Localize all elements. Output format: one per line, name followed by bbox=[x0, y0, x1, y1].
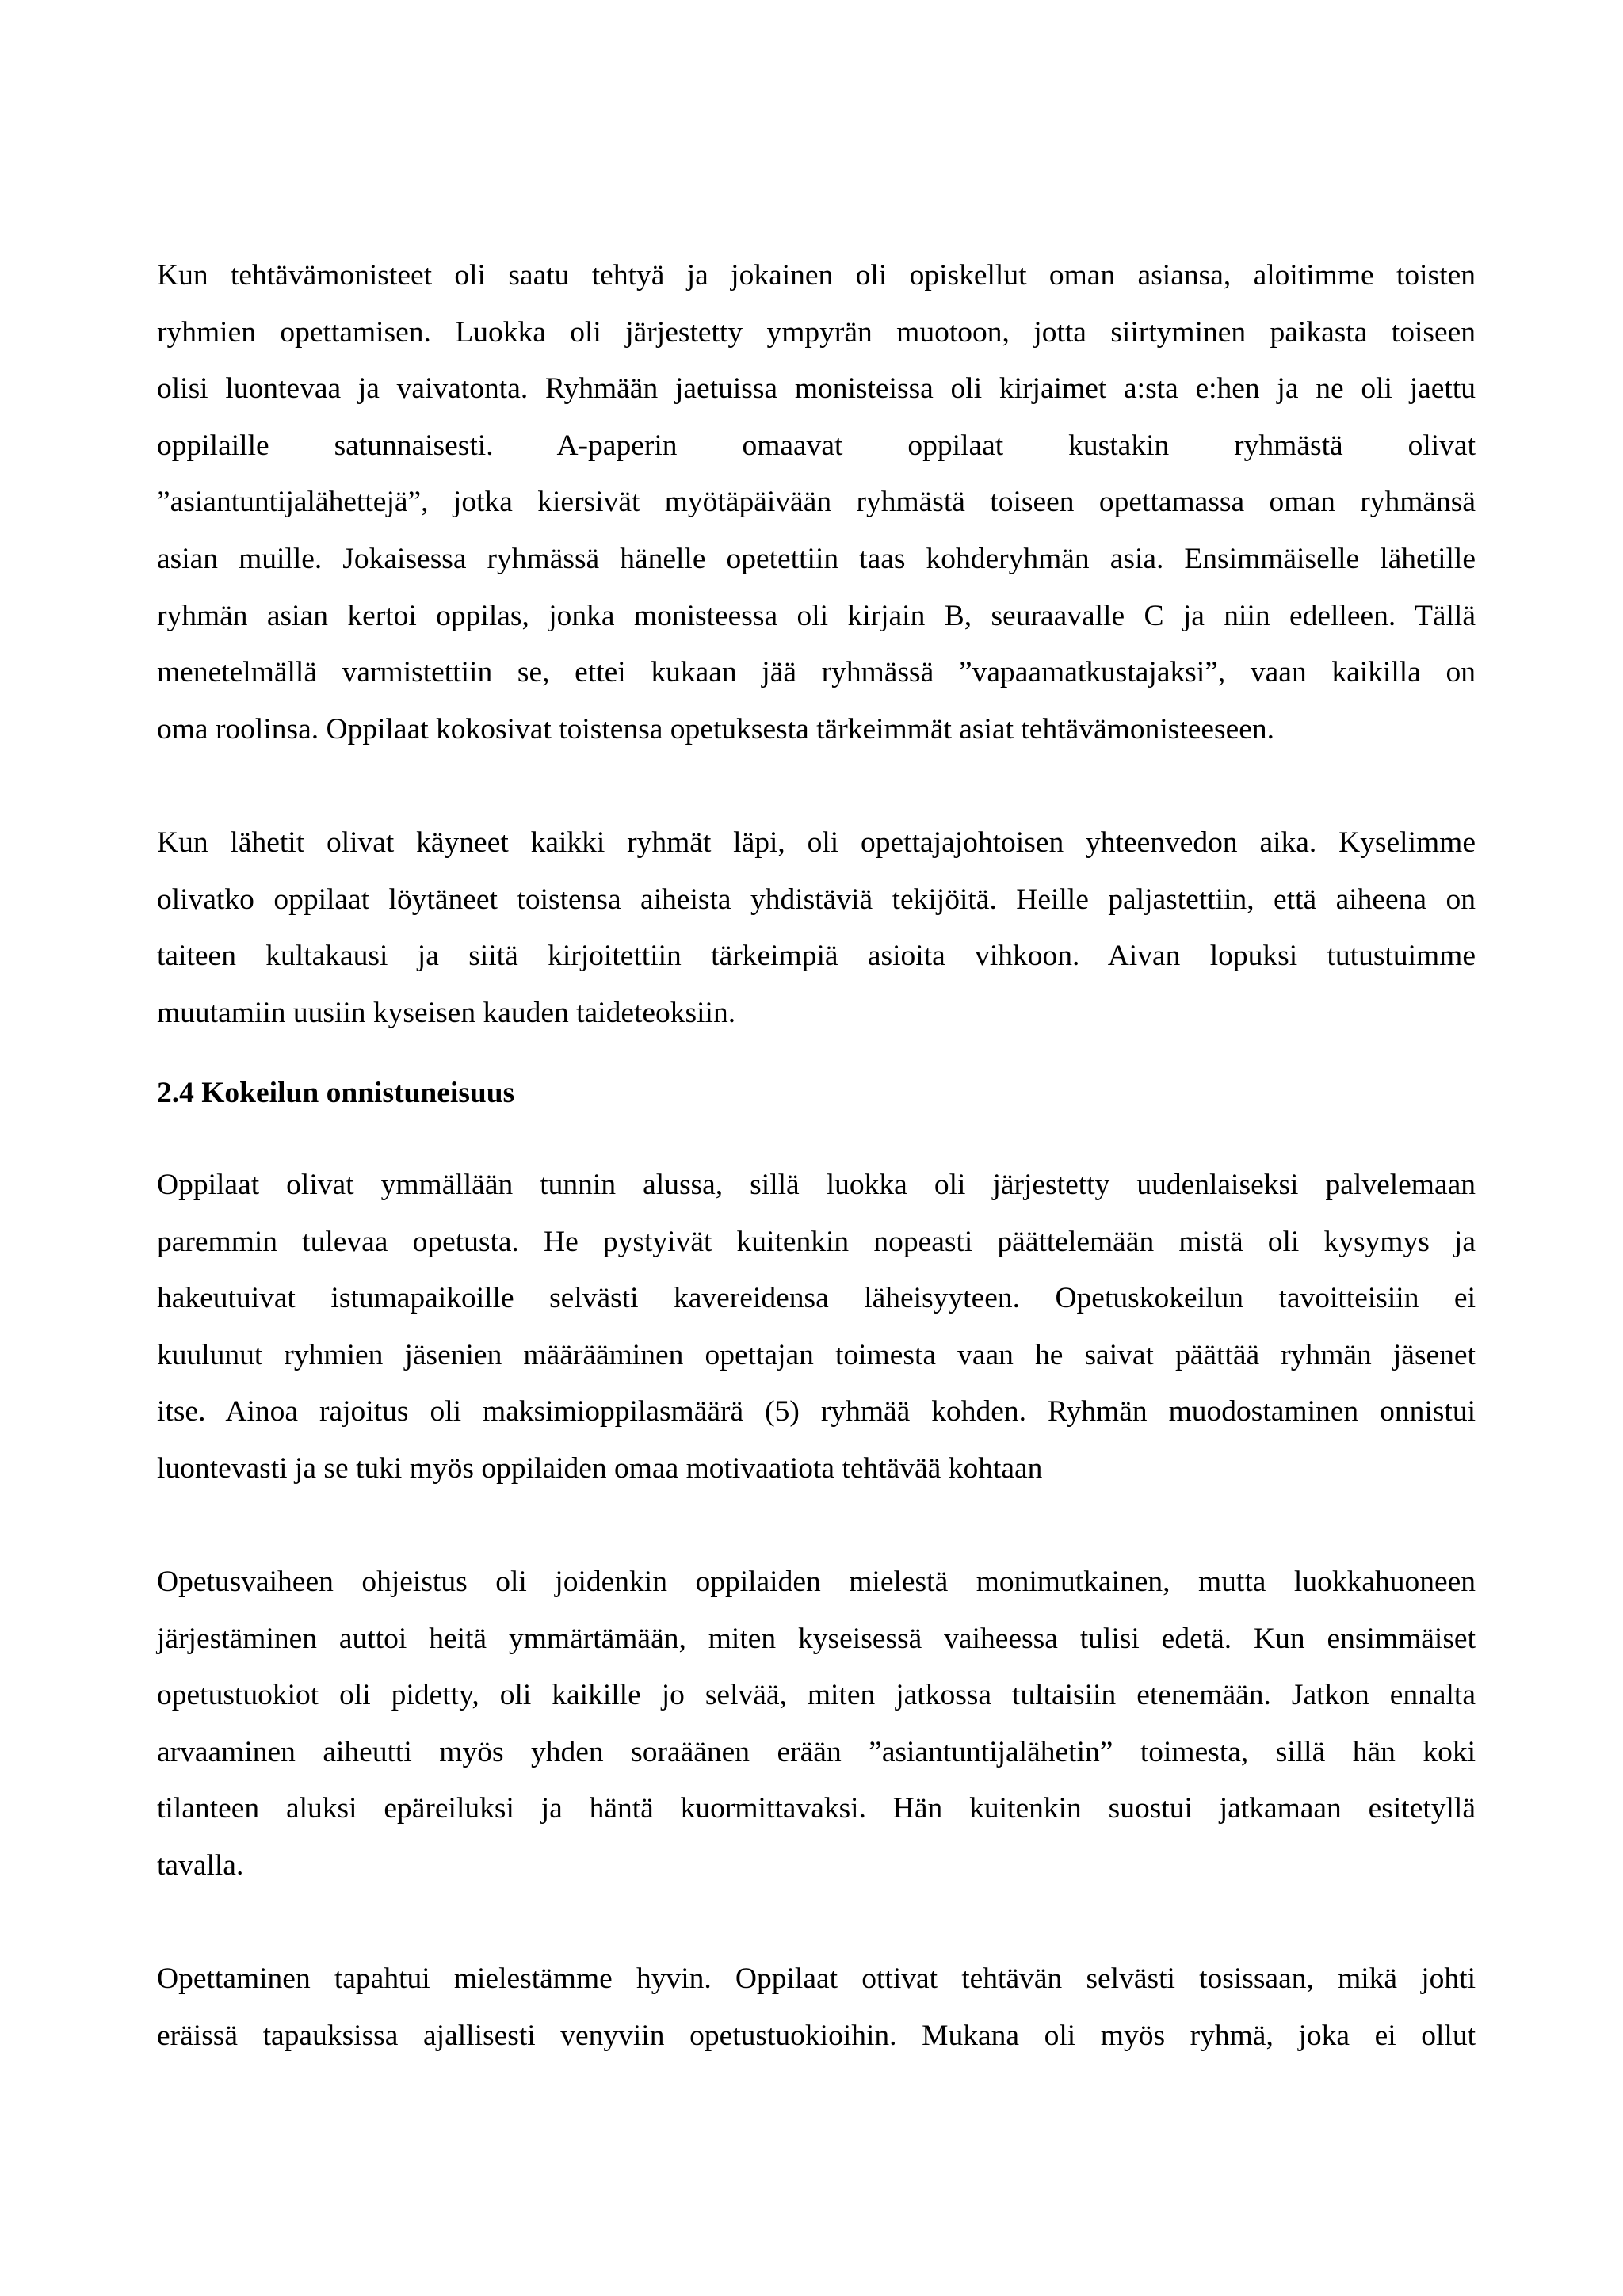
text-line: tavalla. bbox=[157, 1849, 244, 1882]
paragraph-spacer bbox=[157, 1122, 1476, 1157]
text-line: asian muille. Jokaisessa ryhmässä hänelle opetettiin taas kohderyhmän asia. Ensimmäiselle lähetille bbox=[157, 542, 1476, 575]
text-line: menetelmällä varmistettiin se, ettei kukaan jää ryhmässä ”vapaamatkustajaksi”, vaan kaikilla on bbox=[157, 656, 1476, 689]
text-line: ”asiantuntijalähettejä”, jotka kiersivät myötäpäivään ryhmästä toiseen opettamassa oman ryhmänsä bbox=[157, 486, 1476, 519]
text-line: eräissä tapauksissa ajallisesti venyviin opetustuokioihin. Mukana oli myös ryhmä, joka ei ollut bbox=[157, 2019, 1476, 2052]
text-line: ryhmien opettamisen. Luokka oli järjestetty ympyrän muotoon, jotta siirtyminen paikasta toiseen bbox=[157, 315, 1476, 349]
text-line: arvaaminen aiheutti myös yhden soraäänen erään ”asiantuntijalähetin” toimesta, sillä hän koki bbox=[157, 1735, 1476, 1768]
paragraph-spacer bbox=[157, 757, 1476, 814]
paragraph-yhteenveto bbox=[157, 814, 1476, 1041]
paragraph-spacer bbox=[157, 1497, 1476, 1554]
text-line: hakeutuivat istumapaikoille selvästi kavereidensa läheisyyteen. Opetuskokeilun tavoitteisiin ei bbox=[157, 1282, 1476, 1315]
text-line: itse. Ainoa rajoitus oli maksimioppilasmäärä (5) ryhmää kohden. Ryhmän muodostaminen onnistui bbox=[157, 1395, 1476, 1428]
paragraph-ryhmien-muodostus bbox=[157, 1157, 1476, 1497]
text-line: kuulunut ryhmien jäsenien määrääminen opettajan toimesta vaan he saivat päättää ryhmän jäsenet bbox=[157, 1338, 1476, 1371]
text-line: olisi luontevaa ja vaivatonta. Ryhmään jaetuissa monisteissa oli kirjaimet a:sta e:hen ja ne oli jaettu bbox=[157, 372, 1476, 406]
document-page bbox=[157, 247, 1476, 2064]
text-line: ryhmän asian kertoi oppilas, jonka monisteessa oli kirjain B, seuraavalle C ja niin edelleen. Tällä bbox=[157, 599, 1476, 632]
text-line: Opetusvaiheen ohjeistus oli joidenkin oppilaiden mielestä monimutkainen, mutta luokkahuoneen bbox=[157, 1566, 1476, 1599]
text-line: luontevasti ja se tuki myös oppilaiden omaa motivaatiota tehtävää kohtaan bbox=[157, 1451, 1043, 1485]
paragraph-lahetit-kierto bbox=[157, 247, 1476, 757]
paragraph-opettaminen bbox=[157, 1951, 1476, 2064]
text-line: taiteen kultakausi ja siitä kirjoitettiin tärkeimpiä asioita vihkoon. Aivan lopuksi tutustuimme bbox=[157, 940, 1476, 973]
text-line: tilanteen aluksi epäreiluksi ja häntä kuormittavaksi. Hän kuitenkin suostui jatkamaan esitetyllä bbox=[157, 1792, 1476, 1825]
text-line: Kun tehtävämonisteet oli saatu tehtyä ja jokainen oli opiskellut oman asiansa, aloitimme toisten bbox=[157, 259, 1476, 292]
text-line: paremmin tulevaa opetusta. He pystyivät kuitenkin nopeasti päättelemään mistä oli kysymys ja bbox=[157, 1225, 1476, 1258]
paragraph-spacer bbox=[157, 1041, 1476, 1065]
text-line: Oppilaat olivat ymmällään tunnin alussa, sillä luokka oli järjestetty uudenlaiseksi palvelemaan bbox=[157, 1168, 1476, 1201]
text-line: olivatko oppilaat löytäneet toistensa aiheista yhdistäviä tekijöitä. Heille paljastettiin, että aiheena on bbox=[157, 883, 1476, 916]
text-line: muutamiin uusiin kyseisen kauden taideteoksiin. bbox=[157, 996, 736, 1029]
text-line: opetustuokiot oli pidetty, oli kaikille jo selvää, miten jatkossa tultaisiin etenemään. Jatkon ennalta bbox=[157, 1679, 1476, 1712]
paragraph-ohjeistus bbox=[157, 1554, 1476, 1894]
paragraph-spacer bbox=[157, 1894, 1476, 1951]
text-line: oma roolinsa. Oppilaat kokosivat toistensa opetuksesta tärkeimmät asiat tehtävämonisteeseen. bbox=[157, 712, 1275, 746]
text-line: oppilaille satunnaisesti. A-paperin omaavat oppilaat kustakin ryhmästä olivat bbox=[157, 429, 1476, 462]
text-line: järjestäminen auttoi heitä ymmärtämään, miten kyseisessä vaiheessa tulisi edetä. Kun ensimmäiset bbox=[157, 1622, 1476, 1655]
section-heading: 2.4 Kokeilun onnistuneisuus bbox=[157, 1077, 515, 1110]
text-line: Opettaminen tapahtui mielestämme hyvin. Oppilaat ottivat tehtävän selvästi tosissaan, mikä johti bbox=[157, 1962, 1476, 1996]
text-line: Kun lähetit olivat käyneet kaikki ryhmät läpi, oli opettajajohtoisen yhteenvedon aika. Kyselimme bbox=[157, 826, 1476, 859]
